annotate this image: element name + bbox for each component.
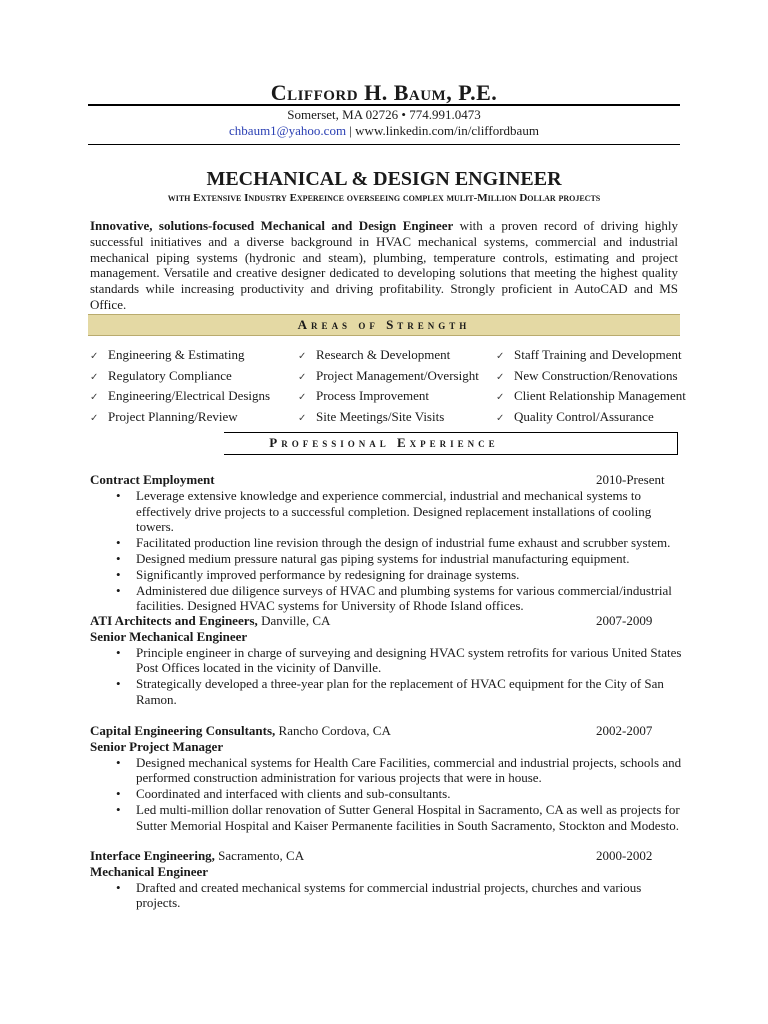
contact-separator: | (346, 123, 356, 138)
job-bullets (90, 488, 682, 614)
strength-item (496, 408, 686, 429)
contact-links (0, 123, 768, 139)
job-bullet: • Designed mechanical systems for Health Care Facilities, commercial and industrial projects, schools and performed construction administration for various projects that were in house. (90, 755, 682, 787)
strength-item (90, 408, 270, 429)
check-icon: ✓ (496, 412, 505, 424)
job-bullet: • Facilitated production line revision through the design of industrial fume exhaust and scrubber system. (90, 535, 682, 551)
job-bullets (90, 880, 682, 912)
strength-label: Engineering & Estimating (108, 347, 245, 362)
job-bullet: • Led multi-million dollar renovation of Sutter General Hospital in Sacramento, CA as well as projects for Sutter Memorial Hospital and Kaiser Permanente facilities in South Sacramento, Stockton and Modesto. (90, 802, 682, 834)
strength-item (298, 387, 479, 408)
experience-rule-bottom (224, 454, 678, 455)
job-employer (90, 472, 215, 488)
strengths-column-1 (90, 346, 270, 428)
job-role: Mechanical Engineer (90, 863, 209, 879)
job-entry (90, 472, 682, 614)
job-bullets (90, 755, 682, 834)
check-icon: ✓ (496, 351, 505, 362)
strength-item (496, 346, 686, 367)
experience-heading: Professional Experience (269, 435, 499, 450)
job-bullet: • Drafted and created mechanical systems for commercial industrial projects, churches and various projects. (90, 880, 682, 912)
job-location: Sacramento, CA (214, 848, 305, 863)
job-employer (90, 848, 304, 864)
job-entry (90, 613, 682, 708)
linkedin-link[interactable]: www.linkedin.com/in/cliffordbaum (355, 123, 539, 138)
job-dates: 2010-Present (596, 472, 665, 487)
summary-body: with a proven record of driving highly successful initiatives and a diverse background in HVAC mechanical systems, commercial and industrial mechanical piping systems (hydronic and steam), plumbing, temperature controls, estimating and project management. Versatile and creative designer dedicated to developing solutions that meeting the highest quality standards while increasing productivity and driving profitability. Strongly proficient in AutoCAD and MS Office. (90, 218, 678, 312)
strength-item (298, 367, 479, 388)
strength-label: Client Relationship Management (514, 388, 686, 404)
job-entry (90, 848, 682, 911)
strength-label: Project Management/Oversight (316, 367, 479, 383)
strength-item (496, 367, 686, 388)
strength-label: Process Improvement (316, 388, 430, 404)
experience-rule-top (224, 432, 678, 433)
strength-label: Research & Development (316, 347, 451, 362)
check-icon: ✓ (90, 351, 99, 362)
check-icon: ✓ (90, 392, 99, 404)
job-company: Contract Employment (90, 472, 215, 487)
job-location: Danville, CA (257, 613, 331, 628)
strength-label: Engineering/Electrical Designs (108, 388, 271, 404)
strength-item (298, 346, 479, 367)
address-phone: Somerset, MA 02726 • 774.991.0473 (287, 107, 481, 122)
job-company: ATI Architects and Engineers, (90, 613, 258, 628)
strength-label: Site Meetings/Site Visits (316, 408, 445, 424)
email-link[interactable]: chbaum1@yahoo.com (229, 123, 347, 138)
check-icon: ✓ (298, 351, 307, 362)
check-icon: ✓ (90, 371, 99, 383)
candidate-name: Clifford H. Baum, P.E. (270, 80, 498, 105)
summary-paragraph (90, 218, 678, 313)
job-bullet: • Principle engineer in charge of surveying and designing HVAC system retrofits for various United States Post Offices located in the vicinity of Danville. (90, 645, 682, 677)
job-bullet: • Administered due diligence surveys of HVAC and plumbing systems for various commercial/industrial facilities. Designed HVAC systems for University of Rhode Island offices. (90, 583, 682, 615)
strength-label: Project Planning/Review (108, 408, 238, 424)
strength-item (90, 387, 270, 408)
job-bullet: • Significantly improved performance by redesigning for drainage systems. (90, 567, 682, 583)
job-company: Capital Engineering Consultants, (90, 723, 276, 738)
job-subtitle: with Extensive Industry Expereince overseeing complex mulit-Million Dollar projects (167, 192, 601, 204)
job-dates: 2000-2002 (596, 848, 653, 863)
job-bullets (90, 645, 682, 708)
job-header (90, 723, 682, 739)
job-role: Senior Mechanical Engineer (90, 628, 248, 644)
strengths-heading: Areas of Strength (88, 314, 680, 336)
job-employer (90, 723, 391, 739)
strength-item (90, 367, 270, 388)
job-bullet: • Strategically developed a three-year plan for the replacement of HVAC equipment for the City of San Ramon. (90, 676, 682, 708)
job-header (90, 848, 682, 864)
check-icon: ✓ (298, 412, 307, 424)
job-company: Interface Engineering, (90, 848, 215, 863)
job-title: MECHANICAL & DESIGN ENGINEER (206, 168, 562, 190)
job-dates: 2007-2009 (596, 613, 653, 628)
job-role: Senior Project Manager (90, 738, 224, 754)
job-bullet: • Designed medium pressure natural gas piping systems for industrial manufacturing equipment. (90, 551, 682, 567)
job-employer (90, 613, 330, 629)
check-icon: ✓ (298, 371, 307, 383)
check-icon: ✓ (496, 371, 505, 383)
strength-label: Quality Control/Assurance (514, 408, 654, 424)
strengths-column-3 (496, 346, 686, 428)
strength-label: New Construction/Renovations (514, 367, 678, 383)
job-header (90, 472, 682, 488)
job-entry (90, 723, 682, 834)
header-rule (88, 104, 680, 106)
check-icon: ✓ (90, 412, 99, 424)
strength-item (496, 387, 686, 408)
strength-label: Regulatory Compliance (108, 367, 232, 383)
job-bullet: • Coordinated and interfaced with clients and sub-consultants. (90, 786, 682, 802)
strength-label: Staff Training and Development (514, 347, 682, 362)
strength-item (298, 408, 479, 429)
check-icon: ✓ (496, 392, 505, 404)
check-icon: ✓ (298, 392, 307, 404)
strengths-column-2 (298, 346, 479, 428)
job-location: Rancho Cordova, CA (275, 723, 391, 738)
summary-lead: Innovative, solutions-focused Mechanical and Design Engineer (90, 218, 454, 233)
job-dates: 2002-2007 (596, 723, 653, 738)
contact-rule (88, 144, 680, 145)
job-bullet: • Leverage extensive knowledge and experience commercial, industrial and mechanical systems to effectively drive projects to a successful completion. Designed replacement installations of cooling towers. (90, 488, 682, 535)
strength-item (90, 346, 270, 367)
job-header (90, 613, 682, 629)
